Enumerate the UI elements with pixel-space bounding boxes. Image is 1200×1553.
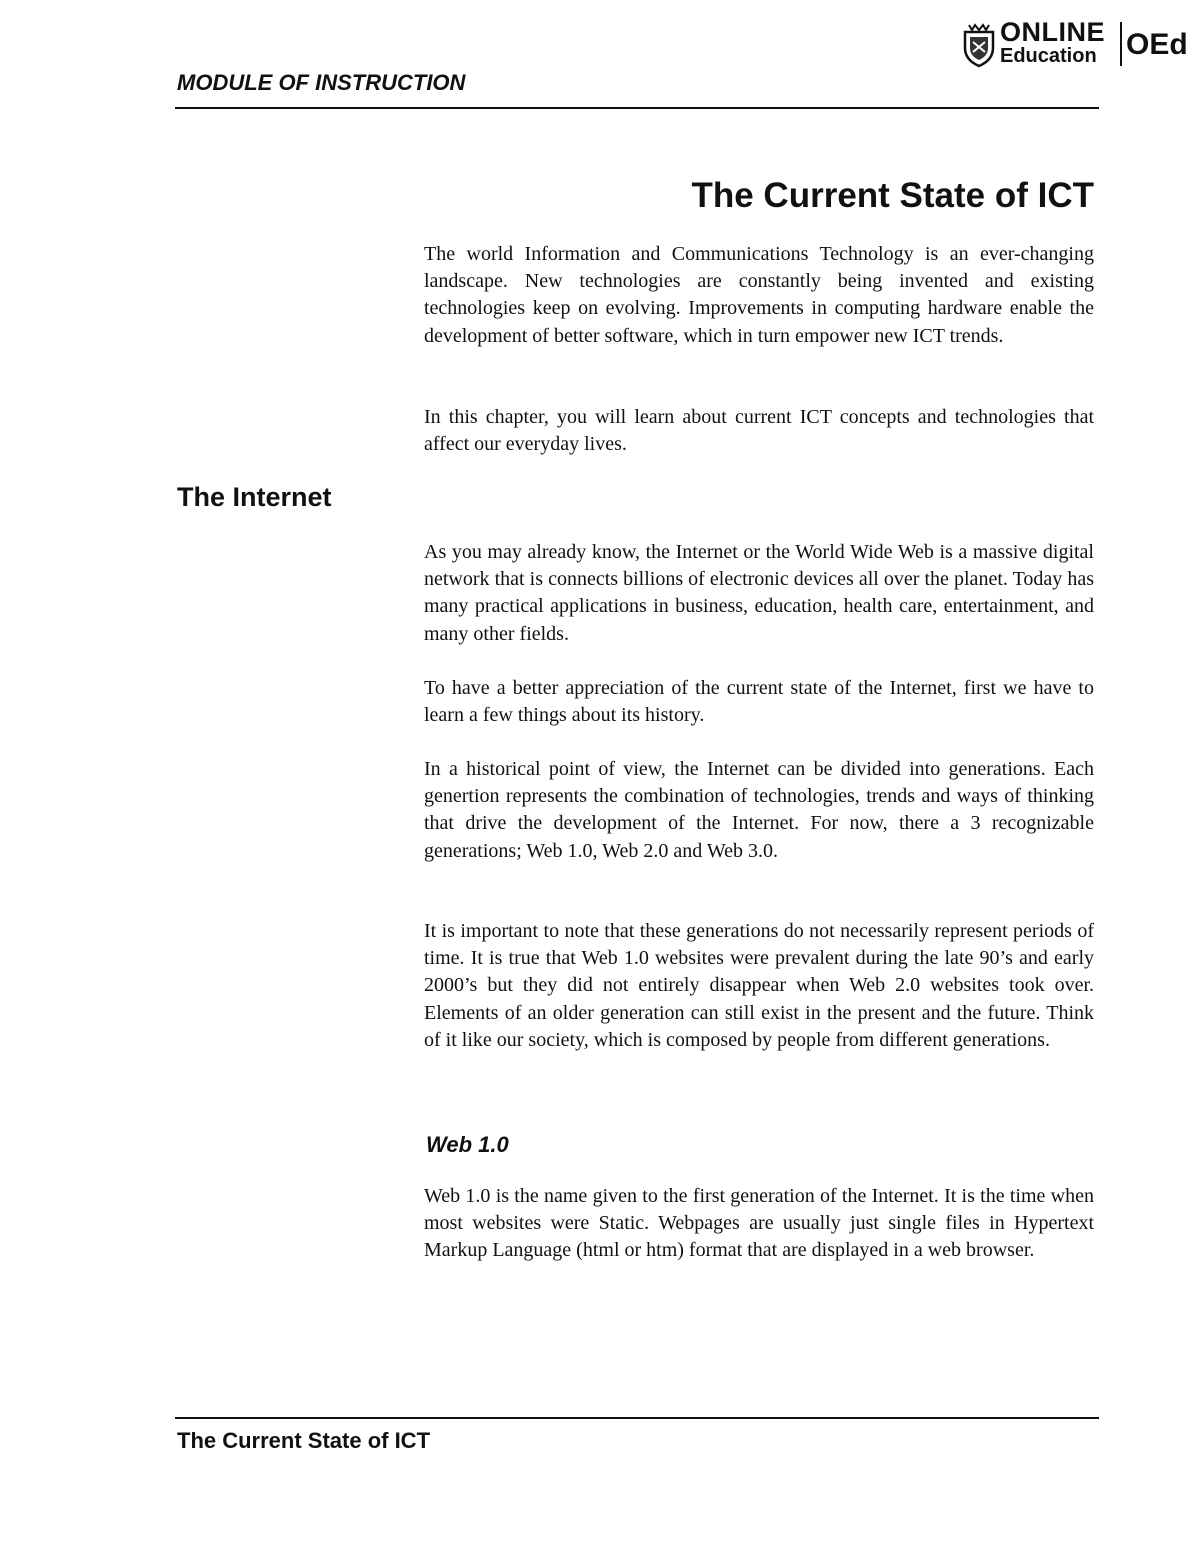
header-rule — [175, 107, 1099, 109]
internet-paragraph-4: It is important to note that these generations do not necessarily represent periods of time. It is true that Web 1.0 websites were prevalent during the late 90’s and early 2000’s but they did not entirely disappear when Web 2.0 websites took over. Elements of an older generation can still exist in the present and the future. Think of it like our society, which is composed by people from different generations. — [424, 920, 1094, 1051]
logo-line1: ONLINE — [1000, 17, 1106, 47]
footer-rule — [175, 1417, 1099, 1419]
intro-paragraph-1: The world Information and Communications Technology is an ever-changing landscape. New technologies are constantly being invented and existing technologies keep on evolving. Improvements in computing hardware enable the development of better software, which in turn empower new ICT trends. — [424, 243, 1094, 347]
chapter-title: The Current State of ICT — [691, 176, 1094, 215]
internet-paragraph-1: As you may already know, the Internet or the World Wide Web is a massive digital network that is connects billions of electronic devices all over the planet. Today has many practical applications in business, education, health care, entertainment, and many other fields. — [424, 541, 1094, 645]
intro-paragraph-2: In this chapter, you will learn about current ICT concepts and technologies that affect our everyday lives. — [424, 406, 1094, 456]
internet-paragraph-2: To have a better appreciation of the current state of the Internet, first we have to learn a few things about its history. — [424, 677, 1094, 727]
web1-paragraph: Web 1.0 is the name given to the first generation of the Internet. It is the time when most websites were Static. Webpages are usually just single files in Hypertext Markup Language (html or htm) format that are displayed in a web browser. — [424, 1185, 1094, 1262]
section-title: The Internet — [177, 482, 332, 512]
logo-short: OEd — [1126, 28, 1188, 61]
shield-crest-icon — [962, 22, 996, 68]
online-education-logo — [962, 17, 1188, 70]
internet-paragraph-3: In a historical point of view, the Internet can be divided into generations. Each genertion represents the combination of technologies, trends and ways of thinking that drive the development of the Internet. For now, there a 3 recognizable generations; Web 1.0, Web 2.0 and Web 3.0. — [424, 758, 1094, 862]
logo-divider — [1120, 22, 1122, 66]
module-label: MODULE OF INSTRUCTION — [177, 70, 466, 95]
footer-title: The Current State of ICT — [177, 1428, 431, 1453]
logo-line2: Education — [1000, 45, 1097, 67]
subsection-title: Web 1.0 — [426, 1132, 509, 1157]
